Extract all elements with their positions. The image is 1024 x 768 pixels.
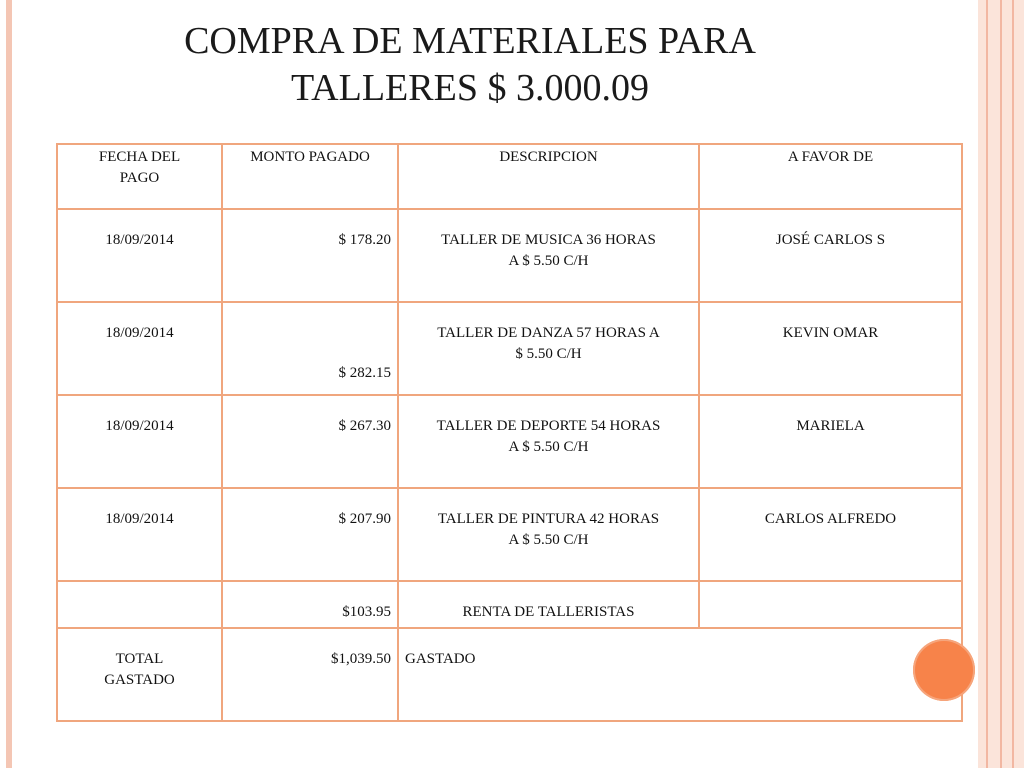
slide-right-line — [986, 0, 988, 768]
slide-right-line — [1000, 0, 1002, 768]
desc-line1: TALLER DE PINTURA 42 HORAS — [437, 511, 660, 527]
total-label-line1: TOTAL — [115, 651, 164, 667]
desc-line1: TALLER DE MUSICA 36 HORAS — [441, 232, 656, 248]
cell-monto: $ 267.30 — [222, 395, 398, 488]
table-row-renta — [57, 581, 962, 628]
payments-table — [56, 143, 963, 722]
table-row — [57, 209, 962, 302]
cell-fecha: 18/09/2014 — [57, 488, 222, 581]
title-line-1: COMPRA DE MATERIALES PARA — [184, 20, 756, 62]
slide-title — [70, 18, 870, 112]
cell-total-label — [57, 628, 222, 721]
cell-descripcion — [398, 302, 699, 395]
cell-descripcion: RENTA DE TALLERISTAS — [398, 581, 699, 628]
header-monto: MONTO PAGADO — [222, 144, 398, 209]
cell-fecha: 18/09/2014 — [57, 302, 222, 395]
desc-line1: TALLER DE DEPORTE 54 HORAS — [436, 418, 661, 434]
header-favor: A FAVOR DE — [699, 144, 962, 209]
cell-favor: MARIELA — [699, 395, 962, 488]
decorative-orange-circle — [913, 639, 975, 701]
title-line-2: TALLERES $ 3.000.09 — [291, 67, 649, 109]
total-label-line2: GASTADO — [104, 672, 175, 688]
cell-monto: $ 207.90 — [222, 488, 398, 581]
desc-line2: A $ 5.50 C/H — [508, 439, 589, 455]
slide-right-line — [1012, 0, 1014, 768]
header-descripcion: DESCRIPCION — [398, 144, 699, 209]
table-row — [57, 302, 962, 395]
desc-line2: A $ 5.50 C/H — [508, 532, 589, 548]
cell-favor: KEVIN OMAR — [699, 302, 962, 395]
cell-favor: CARLOS ALFREDO — [699, 488, 962, 581]
cell-monto: $ 282.15 — [222, 302, 398, 395]
cell-favor-empty — [699, 581, 962, 628]
header-fecha-line1: FECHA DEL — [98, 149, 181, 165]
header-fecha-line2: PAGO — [119, 170, 160, 186]
cell-total-desc: GASTADO — [398, 628, 962, 721]
cell-descripcion — [398, 209, 699, 302]
cell-favor: JOSÉ CARLOS S — [699, 209, 962, 302]
cell-descripcion — [398, 488, 699, 581]
cell-total-monto: $1,039.50 — [222, 628, 398, 721]
desc-line2: $ 5.50 C/H — [515, 346, 582, 362]
cell-monto: $103.95 — [222, 581, 398, 628]
table-row — [57, 488, 962, 581]
header-fecha — [57, 144, 222, 209]
desc-line2: A $ 5.50 C/H — [508, 253, 589, 269]
cell-descripcion — [398, 395, 699, 488]
cell-fecha: 18/09/2014 — [57, 209, 222, 302]
slide-left-border — [6, 0, 12, 768]
table-row-total — [57, 628, 962, 721]
desc-line1: TALLER DE DANZA 57 HORAS A — [437, 325, 660, 341]
cell-monto: $ 178.20 — [222, 209, 398, 302]
table-row — [57, 395, 962, 488]
cell-fecha-empty — [57, 581, 222, 628]
cell-fecha: 18/09/2014 — [57, 395, 222, 488]
table-header-row — [57, 144, 962, 209]
